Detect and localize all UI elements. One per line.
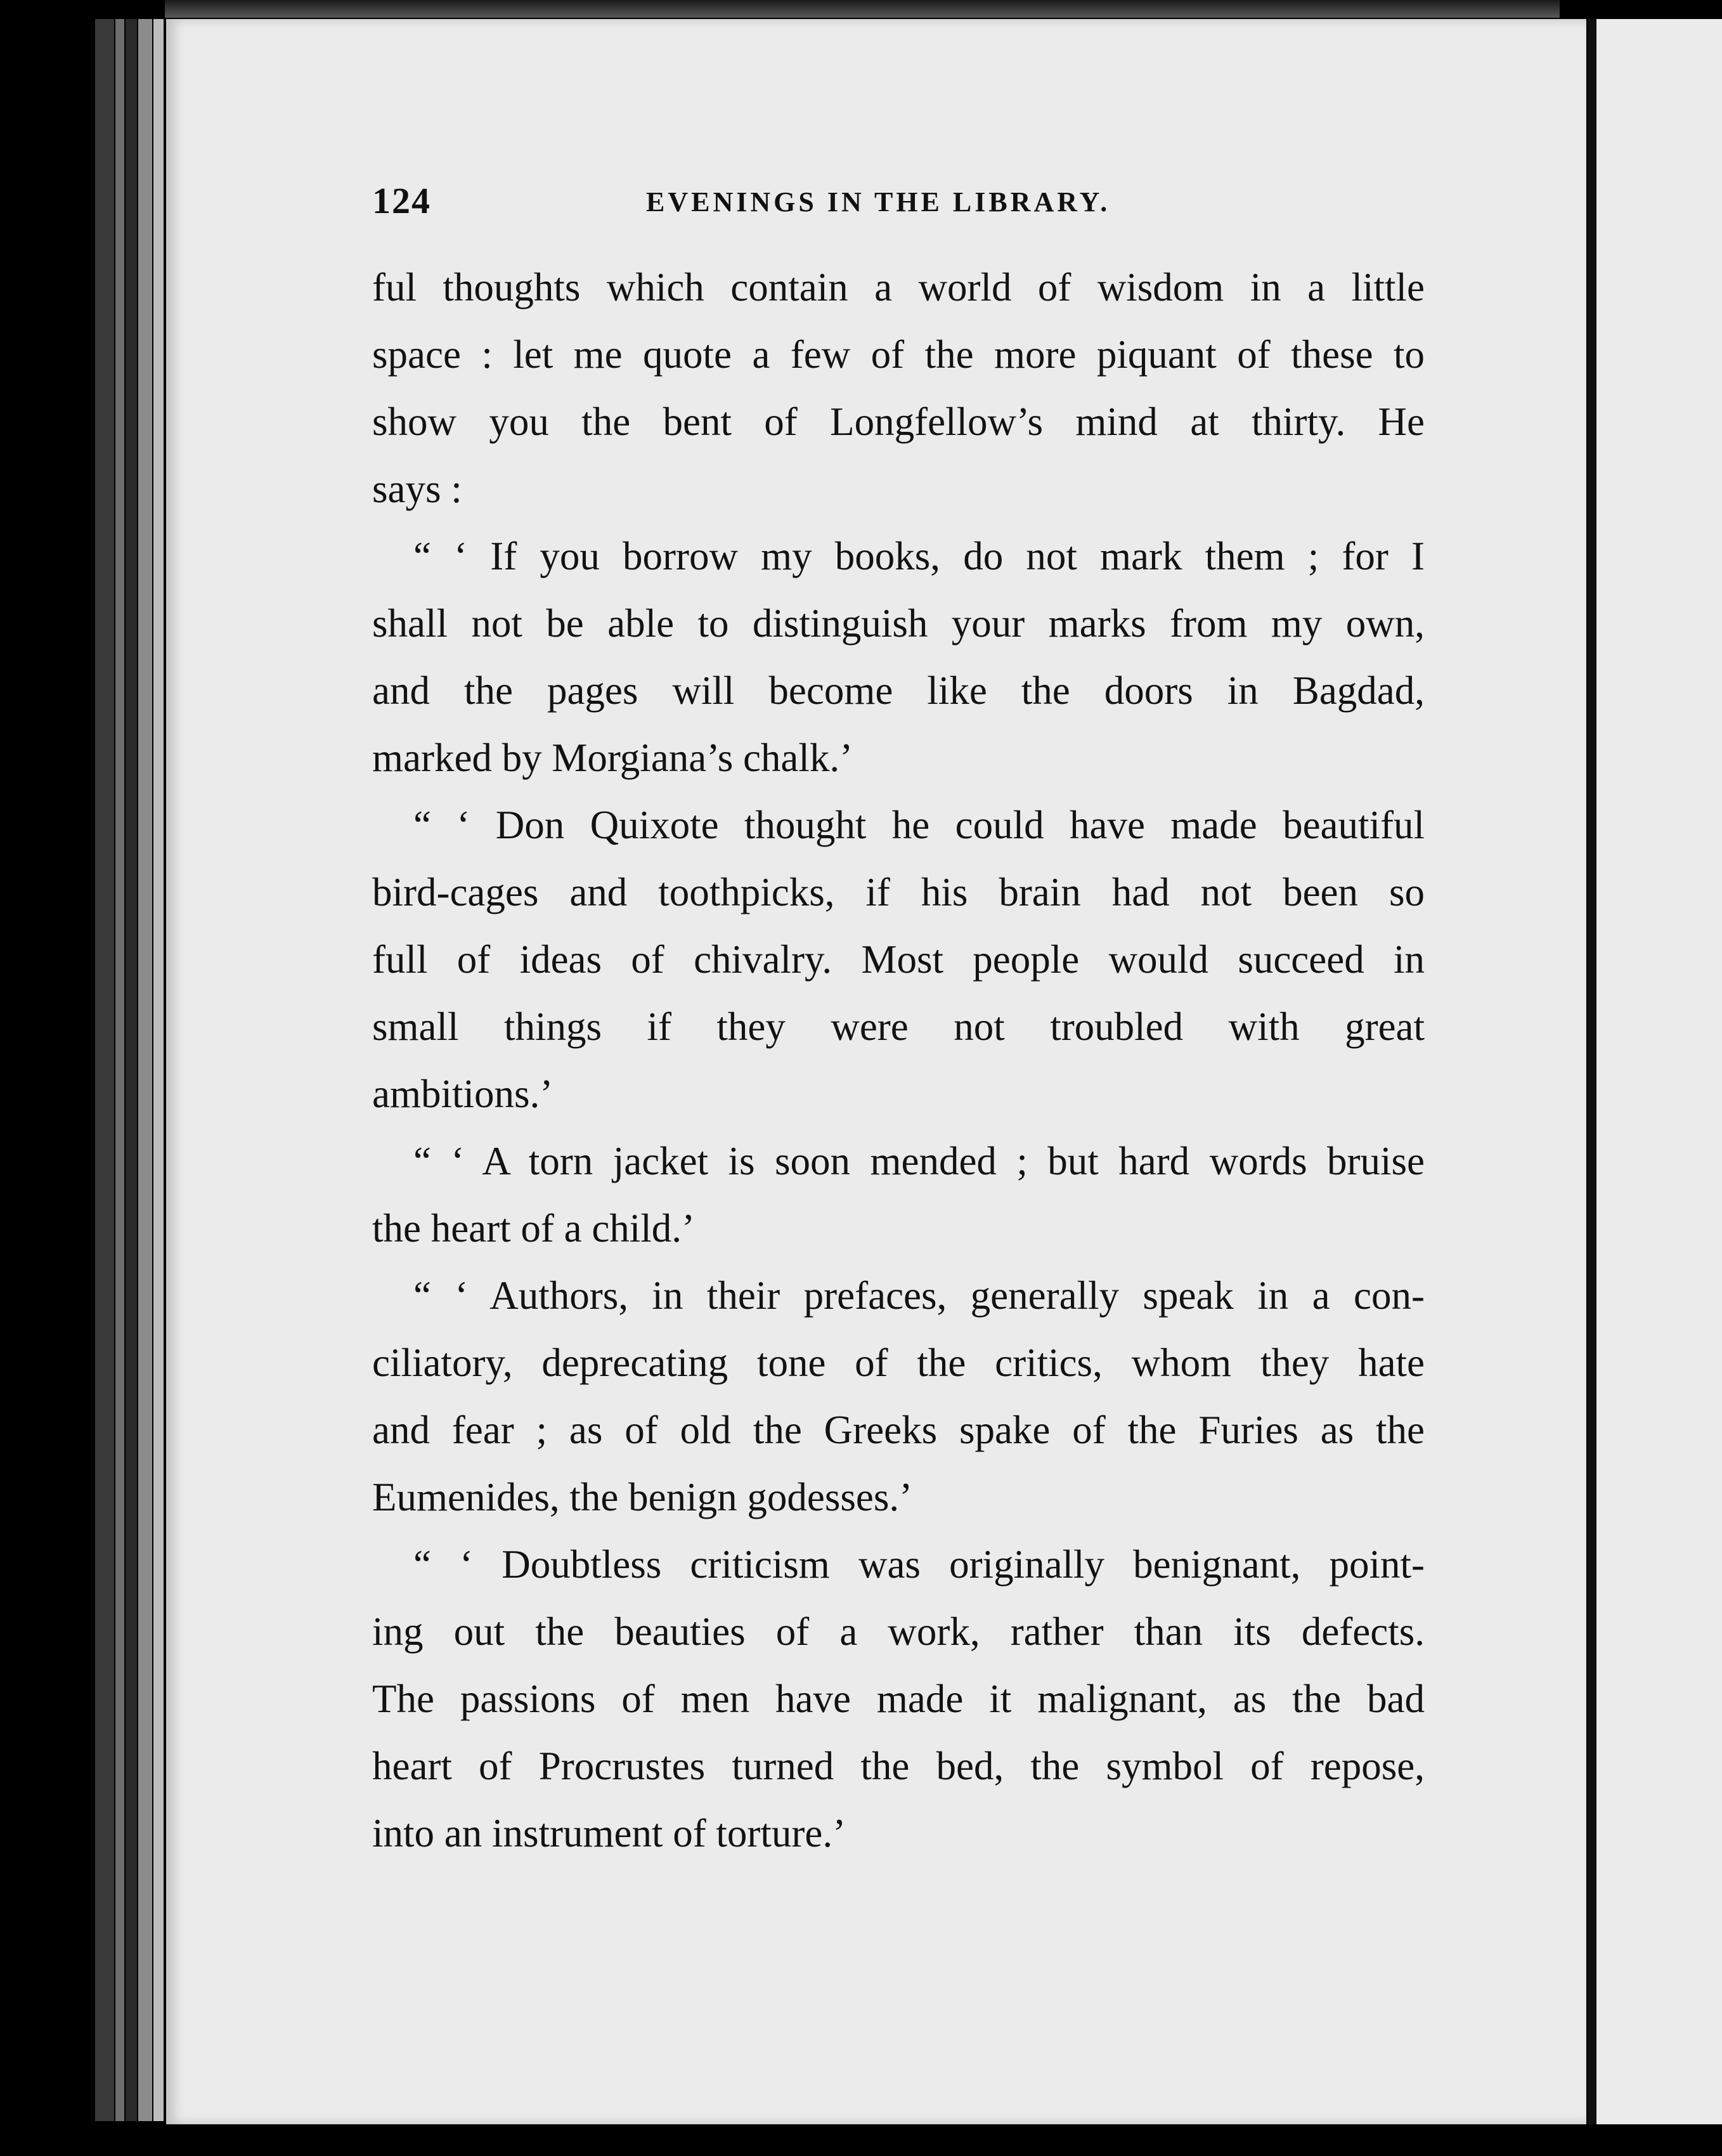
text-line: show you the bent of Longfellow’s mind at thirty. He	[372, 399, 1425, 444]
top-shadow	[165, 0, 1560, 18]
text-line: “ ‘ A torn jacket is soon mended ; but hard words bruise	[413, 1139, 1425, 1183]
text-line: says :	[372, 467, 462, 511]
page-edge	[95, 19, 114, 2121]
text-line: and fear ; as of old the Greeks spake of the Furies as the	[372, 1408, 1425, 1452]
page-edge	[126, 19, 137, 2121]
text-line: small things if they were not troubled with great	[372, 1004, 1425, 1049]
text-line: full of ideas of chivalry. Most people would succeed in	[372, 937, 1425, 982]
text-line: heart of Procrustes turned the bed, the symbol of repose,	[372, 1744, 1425, 1788]
text-line: Eumenides, the benign godesses.’	[372, 1475, 913, 1519]
text-line: space : let me quote a few of the more piquant of these to	[372, 332, 1425, 377]
page-number: 124	[372, 180, 431, 221]
facing-page-edge	[1596, 19, 1722, 2124]
text-line: shall not be able to distinguish your marks from my own,	[372, 601, 1425, 646]
text-line: the heart of a child.’	[372, 1206, 696, 1250]
text-line: “ ‘ If you borrow my books, do not mark them ; for I	[413, 534, 1425, 578]
page-edge	[115, 19, 124, 2121]
running-head	[372, 179, 1152, 230]
gutter-line	[1588, 19, 1596, 2124]
text-line: The passions of men have made it malignant, as the bad	[372, 1677, 1425, 1721]
text-line: into an instrument of torture.’	[372, 1811, 846, 1855]
text-line: “ ‘ Don Quixote thought he could have made beautiful	[413, 803, 1425, 847]
text-line: ing out the beauties of a work, rather than its defects.	[372, 1609, 1425, 1654]
text-line: ambitions.’	[372, 1072, 554, 1116]
text-line: “ ‘ Doubtless criticism was originally benignant, point-	[413, 1542, 1425, 1587]
running-title: EVENINGS IN THE LIBRARY.	[646, 186, 1111, 218]
text-line: ful thoughts which contain a world of wisdom in a little	[372, 265, 1425, 309]
page-edge	[153, 19, 164, 2121]
text-line: “ ‘ Authors, in their prefaces, generally speak in a con-	[413, 1273, 1425, 1318]
text-line: bird-cages and toothpicks, if his brain had not been so	[372, 870, 1425, 914]
text-line: marked by Morgiana’s chalk.’	[372, 736, 853, 780]
text-line: ciliatory, deprecating tone of the critics, whom they hate	[372, 1341, 1425, 1385]
text-line: and the pages will become like the doors in Bagdad,	[372, 668, 1425, 713]
body-text	[372, 254, 1425, 1867]
page-edge	[138, 19, 152, 2121]
